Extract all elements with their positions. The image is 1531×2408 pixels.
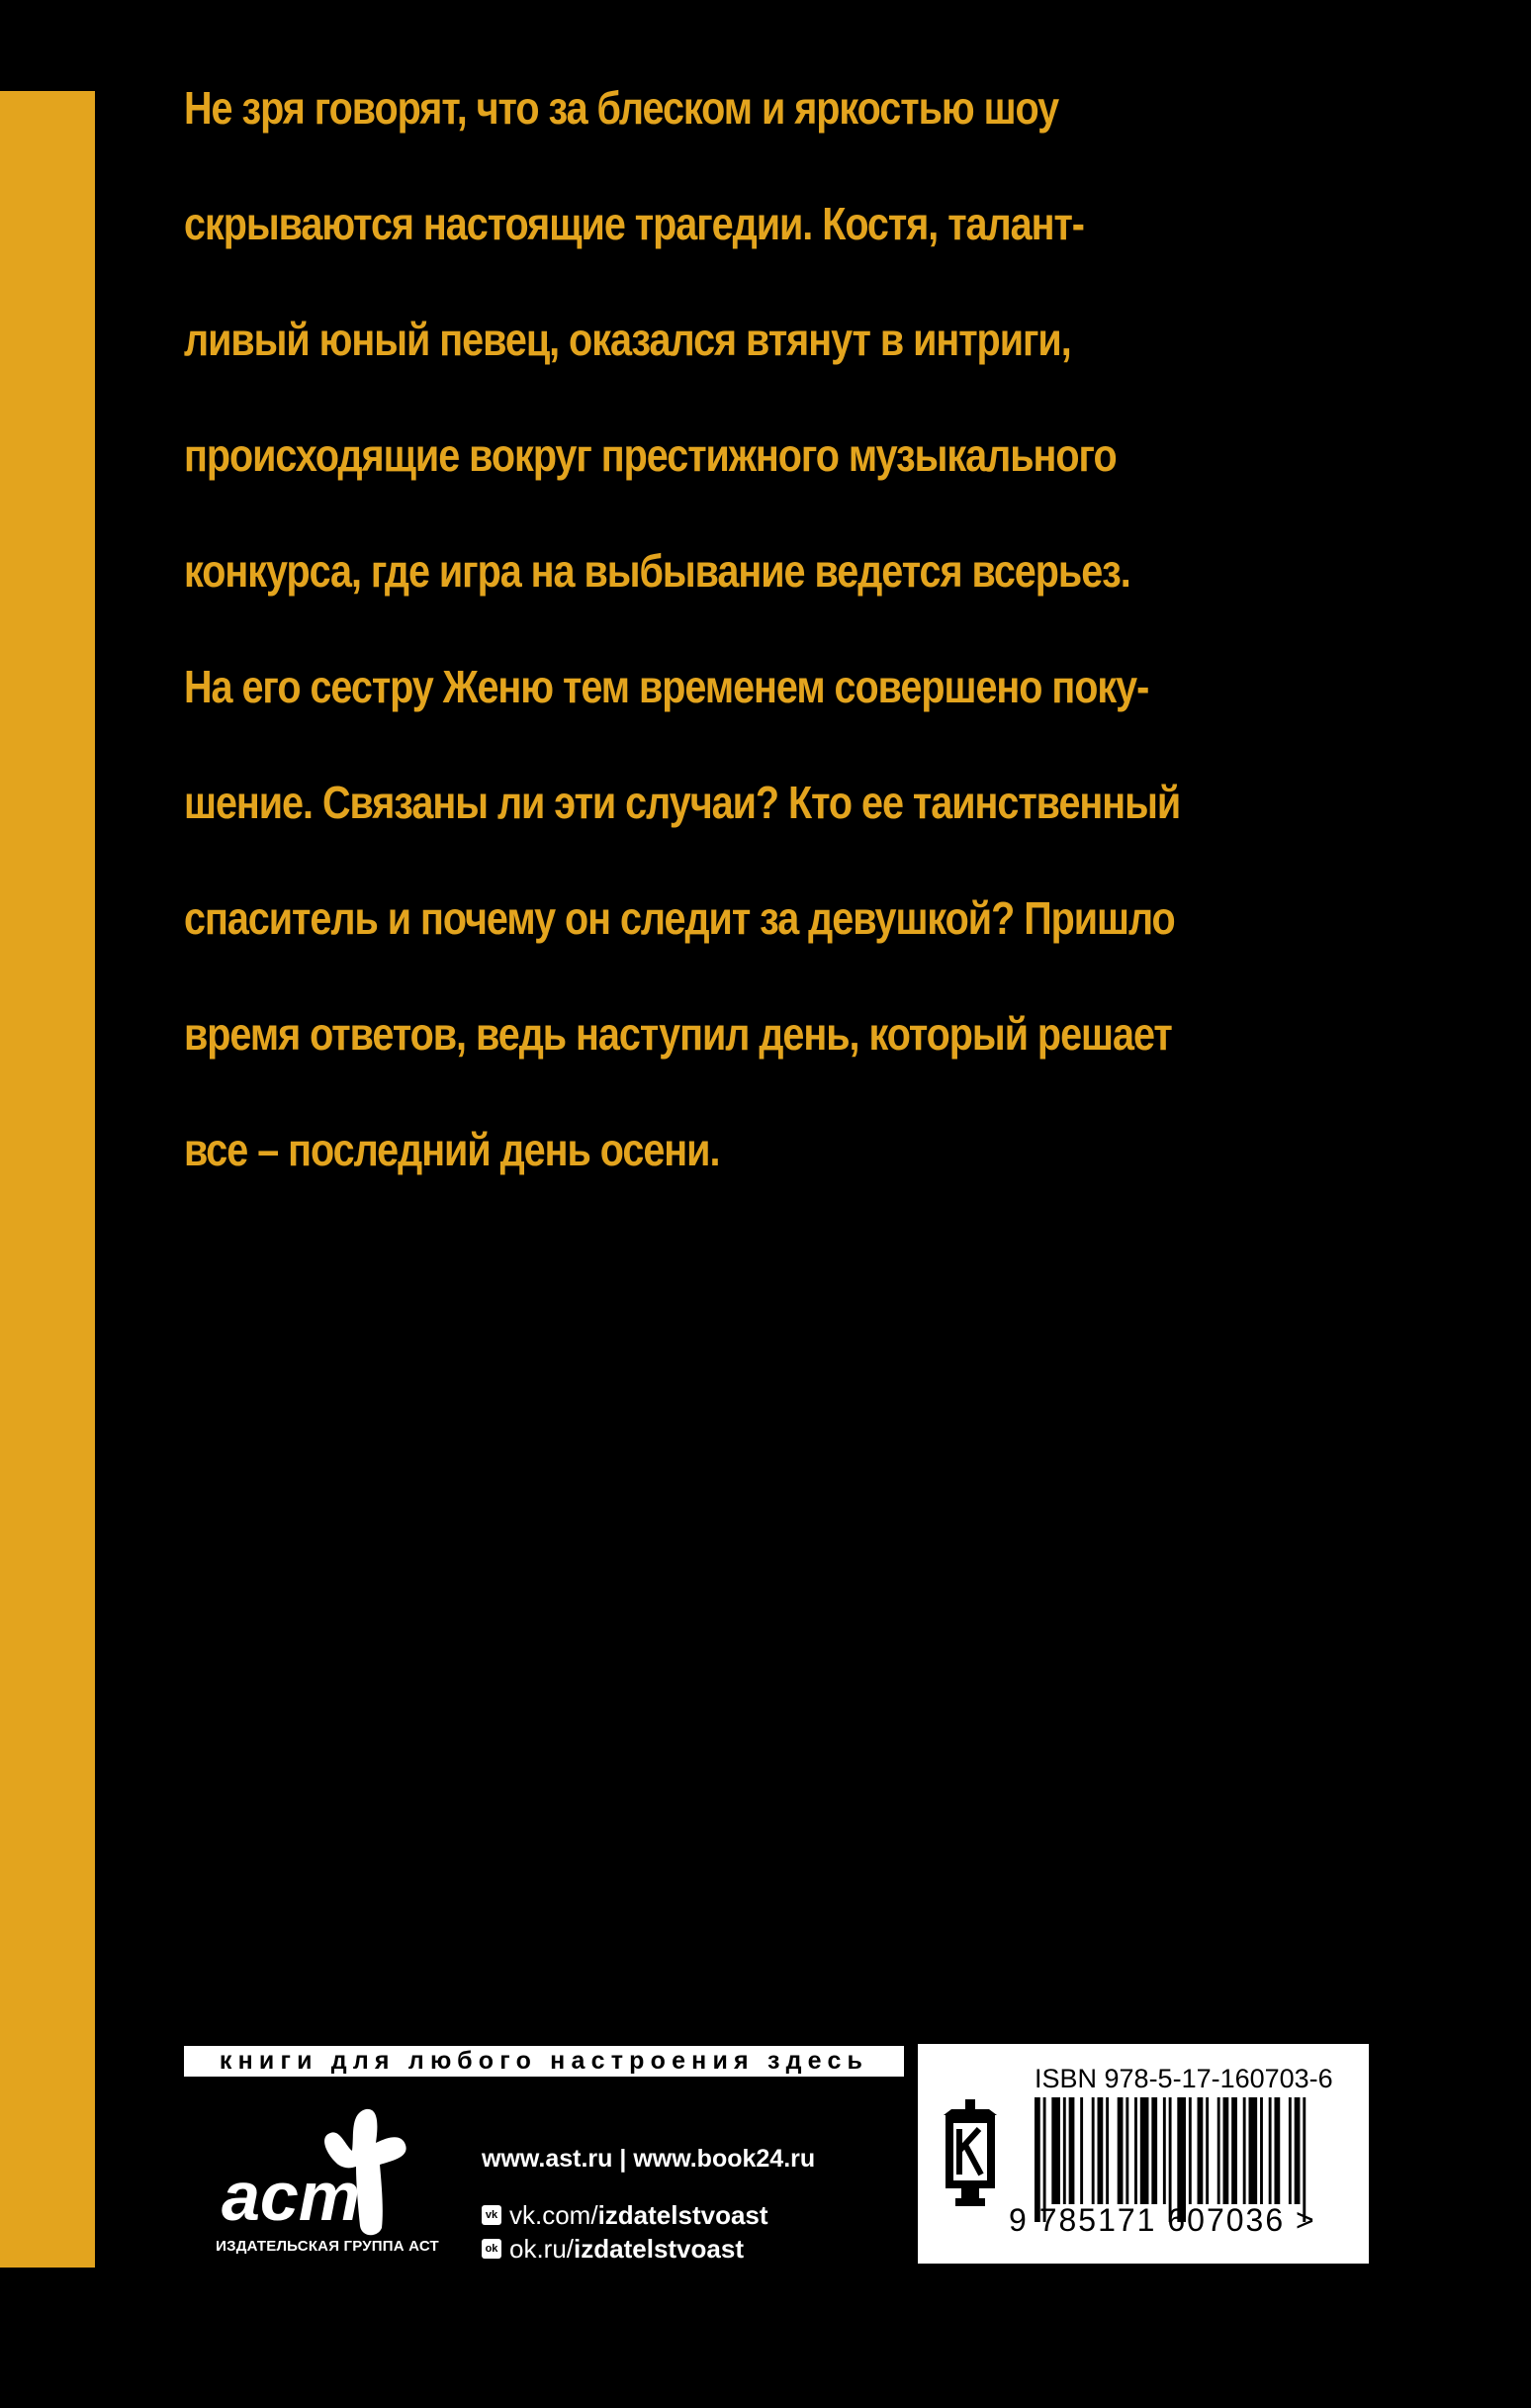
barcode-bar [1269,2097,1272,2204]
ok-domain: ok.ru/ [509,2233,575,2264]
blurb-line: Не зря говорят, что за блеском и яркостью шоу [184,82,1059,134]
barcode-bar [1126,2097,1128,2204]
barcode-bar [1198,2097,1204,2204]
blurb-line: скрываются настоящие трагедии. Костя, талант- [184,198,1084,249]
website-links[interactable]: www.ast.ru | www.book24.ru [482,2145,816,2173]
tagline-banner: книги для любого настроения здесь [184,2046,904,2077]
blurb-line: спаситель и почему он следит за девушкой? Пришло [184,892,1175,944]
spine-stripe [0,91,95,2268]
blurb-line: все – последний день осени. [184,1124,720,1175]
blurb-line: конкурса, где игра на выбывание ведется всерьез. [184,545,1130,597]
ok-link[interactable] [482,2234,744,2264]
barcode-bar [1080,2097,1083,2204]
barcode-bar [1274,2097,1280,2204]
barcode-bar [1260,2097,1263,2204]
barcode-bar [1231,2097,1237,2204]
blurb-text [184,79,1181,1237]
barcode-bar [1069,2097,1075,2204]
blurb-line: время ответов, ведь наступил день, который решает [184,1008,1172,1060]
barcode-digits: 9 785171 607036 > [1009,2202,1316,2238]
barcode-bar [1118,2097,1124,2204]
vk-icon: vk [482,2205,501,2225]
vk-handle: izdatelstvoast [597,2199,768,2230]
blurb-line: На его сестру Женю тем временем совершено поку- [184,661,1149,712]
isbn-label: ISBN 978-5-17-160703-6 [1035,2064,1333,2093]
blurb-line: происходящие вокруг престижного музыкального [184,429,1117,481]
blurb-line: шение. Связаны ли эти случаи? Кто ее таинственный [184,777,1181,828]
lantern-icon [936,2099,1005,2206]
barcode-bar [1189,2097,1192,2204]
ast-logo [208,2095,435,2244]
barcode-bar [1223,2097,1229,2204]
barcode-bar [1295,2097,1301,2204]
barcode-bar [1134,2097,1137,2204]
barcode-bar [1092,2097,1095,2204]
ok-icon: ok [482,2239,501,2259]
blurb-line: ливый юный певец, оказался втянут в интриги, [184,314,1071,365]
publisher-name: ИЗДАТЕЛЬСКАЯ ГРУППА АСТ [216,2238,439,2255]
logo-wordmark: аст [222,2158,361,2235]
barcode-bar [1106,2097,1109,2204]
barcode-bar [1063,2097,1066,2204]
barcode-bar [1289,2097,1292,2204]
barcode-bar [1098,2097,1104,2204]
vk-domain: vk.com/ [509,2199,598,2230]
barcode-bar [1243,2097,1246,2204]
barcode-bar [1217,2097,1220,2204]
barcode-bar [1206,2097,1209,2204]
isbn-box [918,2044,1369,2264]
vk-link[interactable] [482,2200,768,2230]
barcode-bar [1151,2097,1157,2204]
ok-handle: izdatelstvoast [574,2233,744,2264]
barcode-bar [1140,2097,1149,2204]
barcode-bar [1248,2097,1257,2204]
barcode-bar [1163,2097,1166,2204]
barcode-bar [1051,2097,1060,2204]
